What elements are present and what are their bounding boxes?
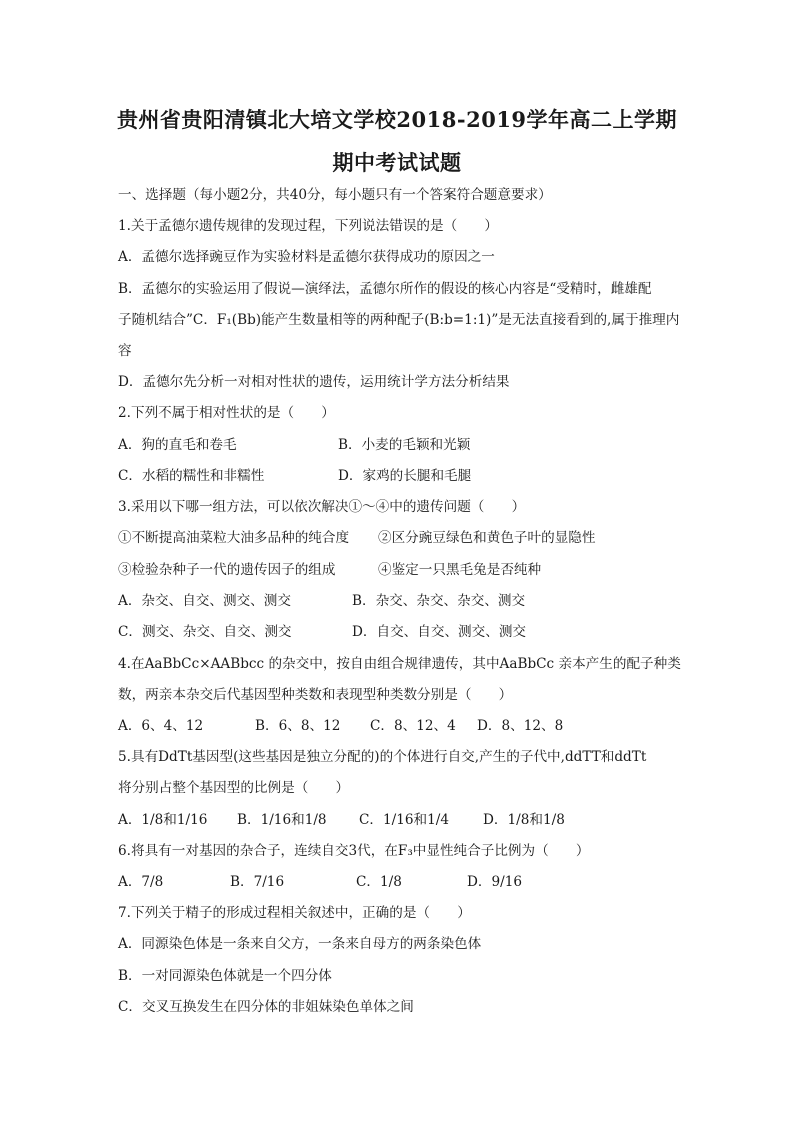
q7-option-b: B．一对同源染色体就是一个四分体	[118, 968, 332, 984]
q4-option-d: D．8、12、8	[477, 718, 564, 734]
q3-item-2: ②区分豌豆绿色和黄色子叶的显隐性	[378, 530, 596, 546]
q3-option-a: A．杂交、自交、测交、测交	[118, 593, 291, 609]
q5-stem-line2: 将分别占整个基因型的比例是（ ）	[118, 780, 350, 796]
q1-option-a: A．孟德尔选择豌豆作为实验材料是孟德尔获得成功的原因之一	[118, 249, 495, 265]
q4-option-b: B．6、8、12	[255, 718, 341, 734]
q2-stem: 2.下列不属于相对性状的是（ ）	[118, 405, 335, 421]
q3-stem: 3.采用以下哪一组方法，可以依次解决①～④中的遗传问题（ ）	[118, 499, 526, 515]
q3-item-4: ④鉴定一只黑毛兔是否纯种	[378, 562, 542, 578]
q1-stem: 1.关于孟德尔遗传规律的发现过程，下列说法错误的是（ ）	[118, 218, 498, 234]
q4-option-a: A．6、4、12	[118, 718, 204, 734]
q5-option-b: B．1/16和1/8	[237, 812, 327, 828]
section-heading: 一、选择题（每小题2分，共40分，每小题只有一个答案符合题意要求）	[118, 187, 552, 203]
q2-option-d: D．家鸡的长腿和毛腿	[338, 468, 472, 484]
q4-option-c: C．8、12、4	[370, 718, 456, 734]
q7-option-a: A．同源染色体是一条来自父方，一条来自母方的两条染色体	[118, 936, 482, 952]
exam-title-line2: 期中考试试题	[332, 150, 462, 175]
q4-stem-line2: 数，两亲本杂交后代基因型种类数和表现型种类数分别是（ ）	[118, 687, 513, 703]
q3-item-3: ③检验杂种子一代的遗传因子的组成	[118, 562, 336, 578]
q7-option-c: C．交叉互换发生在四分体的非姐妹染色单体之间	[118, 999, 414, 1015]
q6-option-b: B．7/16	[230, 874, 285, 890]
q6-option-d: D．9/16	[467, 874, 523, 890]
q1-option-b-line3: 容	[118, 343, 132, 359]
q5-option-d: D．1/8和1/8	[483, 812, 565, 828]
q5-stem-line1: 5.具有DdTt基因型(这些基因是独立分配的)的个体进行自交,产生的子代中,ddTT和ddTt	[118, 749, 647, 765]
exam-title-line1: 贵州省贵阳清镇北大培文学校2018-2019学年高二上学期	[116, 107, 678, 132]
q3-option-c: C．测交、杂交、自交、测交	[118, 624, 292, 640]
q5-option-a: A．1/8和1/16	[118, 812, 208, 828]
q3-item-1: ①不断提高油菜粒大油多品种的纯合度	[118, 530, 350, 546]
q2-option-b: B．小麦的毛颖和光颖	[338, 437, 471, 453]
q5-option-c: C．1/16和1/4	[359, 812, 449, 828]
q3-option-b: B．杂交、杂交、杂交、测交	[352, 593, 526, 609]
q6-option-a: A．7/8	[118, 874, 164, 890]
q1-option-b-line1: B．孟德尔的实验运用了假说—演绎法，孟德尔所作的假设的核心内容是“受精时，雌雄配	[118, 281, 652, 297]
q2-option-c: C．水稻的糯性和非糯性	[118, 468, 265, 484]
q1-option-b-line2: 子随机结合”C．F₁(Bb)能产生数量相等的两种配子(B:b=1:1)”是无法直接看到的,属于推理内	[118, 312, 680, 328]
q2-option-a: A．狗的直毛和卷毛	[118, 437, 237, 453]
q6-option-c: C．1/8	[356, 874, 402, 890]
q3-option-d: D．自交、自交、测交、测交	[352, 624, 527, 640]
q6-stem: 6.将具有一对基因的杂合子，连续自交3代，在F₃中显性纯合子比例为（ ）	[118, 843, 590, 859]
q1-option-d: D．孟德尔先分析一对相对性状的遗传，运用统计学方法分析结果	[118, 374, 510, 390]
q7-stem: 7.下列关于精子的形成过程相关叙述中，正确的是（ ）	[118, 905, 471, 921]
q4-stem-line1: 4.在AaBbCc×AABbcc 的杂交中，按自由组合规律遗传，其中AaBbCc 亲本产生的配子种类	[118, 656, 681, 672]
